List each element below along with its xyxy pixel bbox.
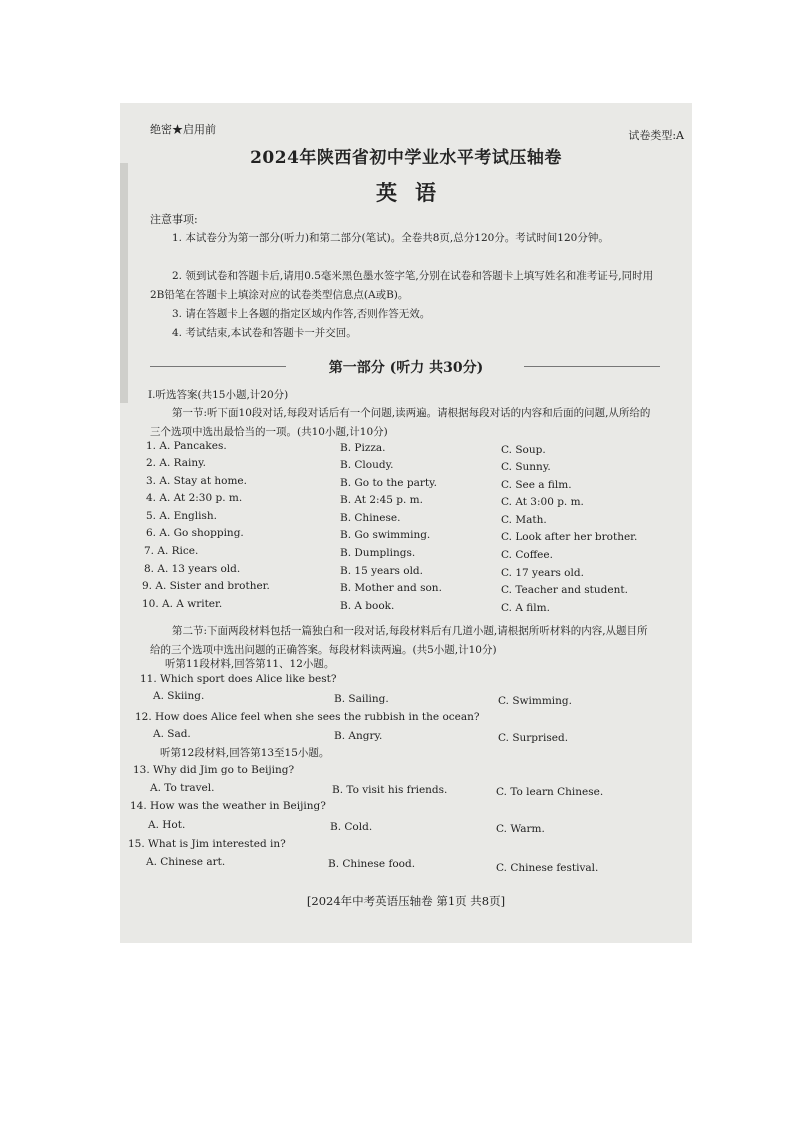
note-item-2: 2. 领到试卷和答题卡后,请用0.5毫米黑色墨水签字笔,分别在试卷和答题卡上填写姓名和准考证号,同时用2B铅笔在答题卡上填涂对应的试卷类型信息点(A或B)。 xyxy=(150,270,654,301)
q13-option-b: B. To visit his friends. xyxy=(332,784,448,796)
notes-heading: 注意事项: xyxy=(150,213,198,226)
q3-option-a: 3. A. Stay at home. xyxy=(146,475,247,487)
q7-option-c: C. Coffee. xyxy=(501,549,553,561)
q6-option-c: C. Look after her brother. xyxy=(501,531,638,543)
q4-option-b: B. At 2:45 p. m. xyxy=(340,494,423,506)
q8-option-a: 8. A. 13 years old. xyxy=(144,563,241,575)
q9-option-b: B. Mother and son. xyxy=(340,582,442,594)
sub2-instructions: 第二节:下面两段材料包括一篇独白和一段对话,每段材料后有几道小题,请根据所听材料的内容,从题目所给的三个选项中选出问题的正确答案。每段材料读两遍。(共5小题,计10分) xyxy=(150,625,648,656)
q15-option-a: A. Chinese art. xyxy=(146,856,226,868)
q3-option-b: B. Go to the party. xyxy=(340,477,437,489)
confidential-label: 绝密★启用前 xyxy=(150,123,216,136)
exam-paper xyxy=(120,103,692,943)
q6-option-a: 6. A. Go shopping. xyxy=(146,527,244,539)
q10-option-a: 10. A. A writer. xyxy=(142,598,223,610)
sub1-instructions: 第一节:听下面10段对话,每段对话后有一个问题,读两遍。请根据每段对话的内容和后面的问题,从所给的三个选项中选出最恰当的一项。(共10小题,计10分) xyxy=(150,407,651,438)
section1-title: Ⅰ.听选答案(共15小题,计20分) xyxy=(148,389,289,401)
q13-option-a: A. To travel. xyxy=(150,782,215,794)
q5-option-b: B. Chinese. xyxy=(340,512,401,524)
question-13: 13. Why did Jim go to Beijing? xyxy=(133,764,295,776)
q8-option-c: C. 17 years old. xyxy=(501,567,584,579)
page-footer: [2024年中考英语压轴卷 第1页 共8页] xyxy=(306,894,506,908)
part1-heading: 第一部分 (听力 共30分) xyxy=(328,360,484,376)
note-item-3: 3. 请在答题卡上各题的指定区域内作答,否则作答无效。 xyxy=(172,308,431,320)
q11-option-b: B. Sailing. xyxy=(334,693,389,705)
q5-option-c: C. Math. xyxy=(501,514,547,526)
section-rule-right xyxy=(524,366,660,367)
q12-option-c: C. Surprised. xyxy=(498,732,569,744)
q7-option-b: B. Dumplings. xyxy=(340,547,416,559)
q14-option-c: C. Warm. xyxy=(496,823,545,835)
q2-option-a: 2. A. Rainy. xyxy=(146,457,207,469)
subject-title: 英语 xyxy=(376,180,454,205)
q15-option-b: B. Chinese food. xyxy=(328,858,416,870)
q14-option-b: B. Cold. xyxy=(330,821,373,833)
q10-option-b: B. A book. xyxy=(340,600,395,612)
q1-option-c: C. Soup. xyxy=(501,444,546,456)
listen-11-instructions: 听第11段材料,回答第11、12小题。 xyxy=(165,658,335,670)
q13-option-c: C. To learn Chinese. xyxy=(496,786,604,798)
q12-option-a: A. Sad. xyxy=(153,728,191,740)
q10-option-c: C. A film. xyxy=(501,602,550,614)
q2-option-b: B. Cloudy. xyxy=(340,459,394,471)
question-12: 12. How does Alice feel when she sees the rubbish in the ocean? xyxy=(135,711,480,723)
question-14: 14. How was the weather in Beijing? xyxy=(130,800,326,812)
q4-option-a: 4. A. At 2:30 p. m. xyxy=(146,492,243,504)
q8-option-b: B. 15 years old. xyxy=(340,565,423,577)
q1-option-a: 1. A. Pancakes. xyxy=(146,440,227,452)
q12-option-b: B. Angry. xyxy=(334,730,383,742)
q5-option-a: 5. A. English. xyxy=(146,510,217,522)
q1-option-b: B. Pizza. xyxy=(340,442,386,454)
q11-option-a: A. Skiing. xyxy=(153,690,205,702)
q9-option-a: 9. A. Sister and brother. xyxy=(142,580,270,592)
exam-title: 2024年陕西省初中学业水平考试压轴卷 xyxy=(250,148,562,168)
note-item-1: 1. 本试卷分为第一部分(听力)和第二部分(笔试)。全卷共8页,总分120分。考试时间120分钟。 xyxy=(172,232,609,244)
paper-type-label: 试卷类型:A xyxy=(628,129,684,142)
q4-option-c: C. At 3:00 p. m. xyxy=(501,496,584,508)
q7-option-a: 7. A. Rice. xyxy=(144,545,199,557)
q14-option-a: A. Hot. xyxy=(148,819,186,831)
note-item-4: 4. 考试结束,本试卷和答题卡一并交回。 xyxy=(172,327,357,339)
question-15: 15. What is Jim interested in? xyxy=(128,838,286,850)
question-11: 11. Which sport does Alice like best? xyxy=(140,673,337,685)
q11-option-c: C. Swimming. xyxy=(498,695,572,707)
q15-option-c: C. Chinese festival. xyxy=(496,862,599,874)
q3-option-c: C. See a film. xyxy=(501,479,572,491)
q2-option-c: C. Sunny. xyxy=(501,461,551,473)
q9-option-c: C. Teacher and student. xyxy=(501,584,628,596)
listen-12-instructions: 听第12段材料,回答第13至15小题。 xyxy=(160,747,330,759)
q6-option-b: B. Go swimming. xyxy=(340,529,431,541)
